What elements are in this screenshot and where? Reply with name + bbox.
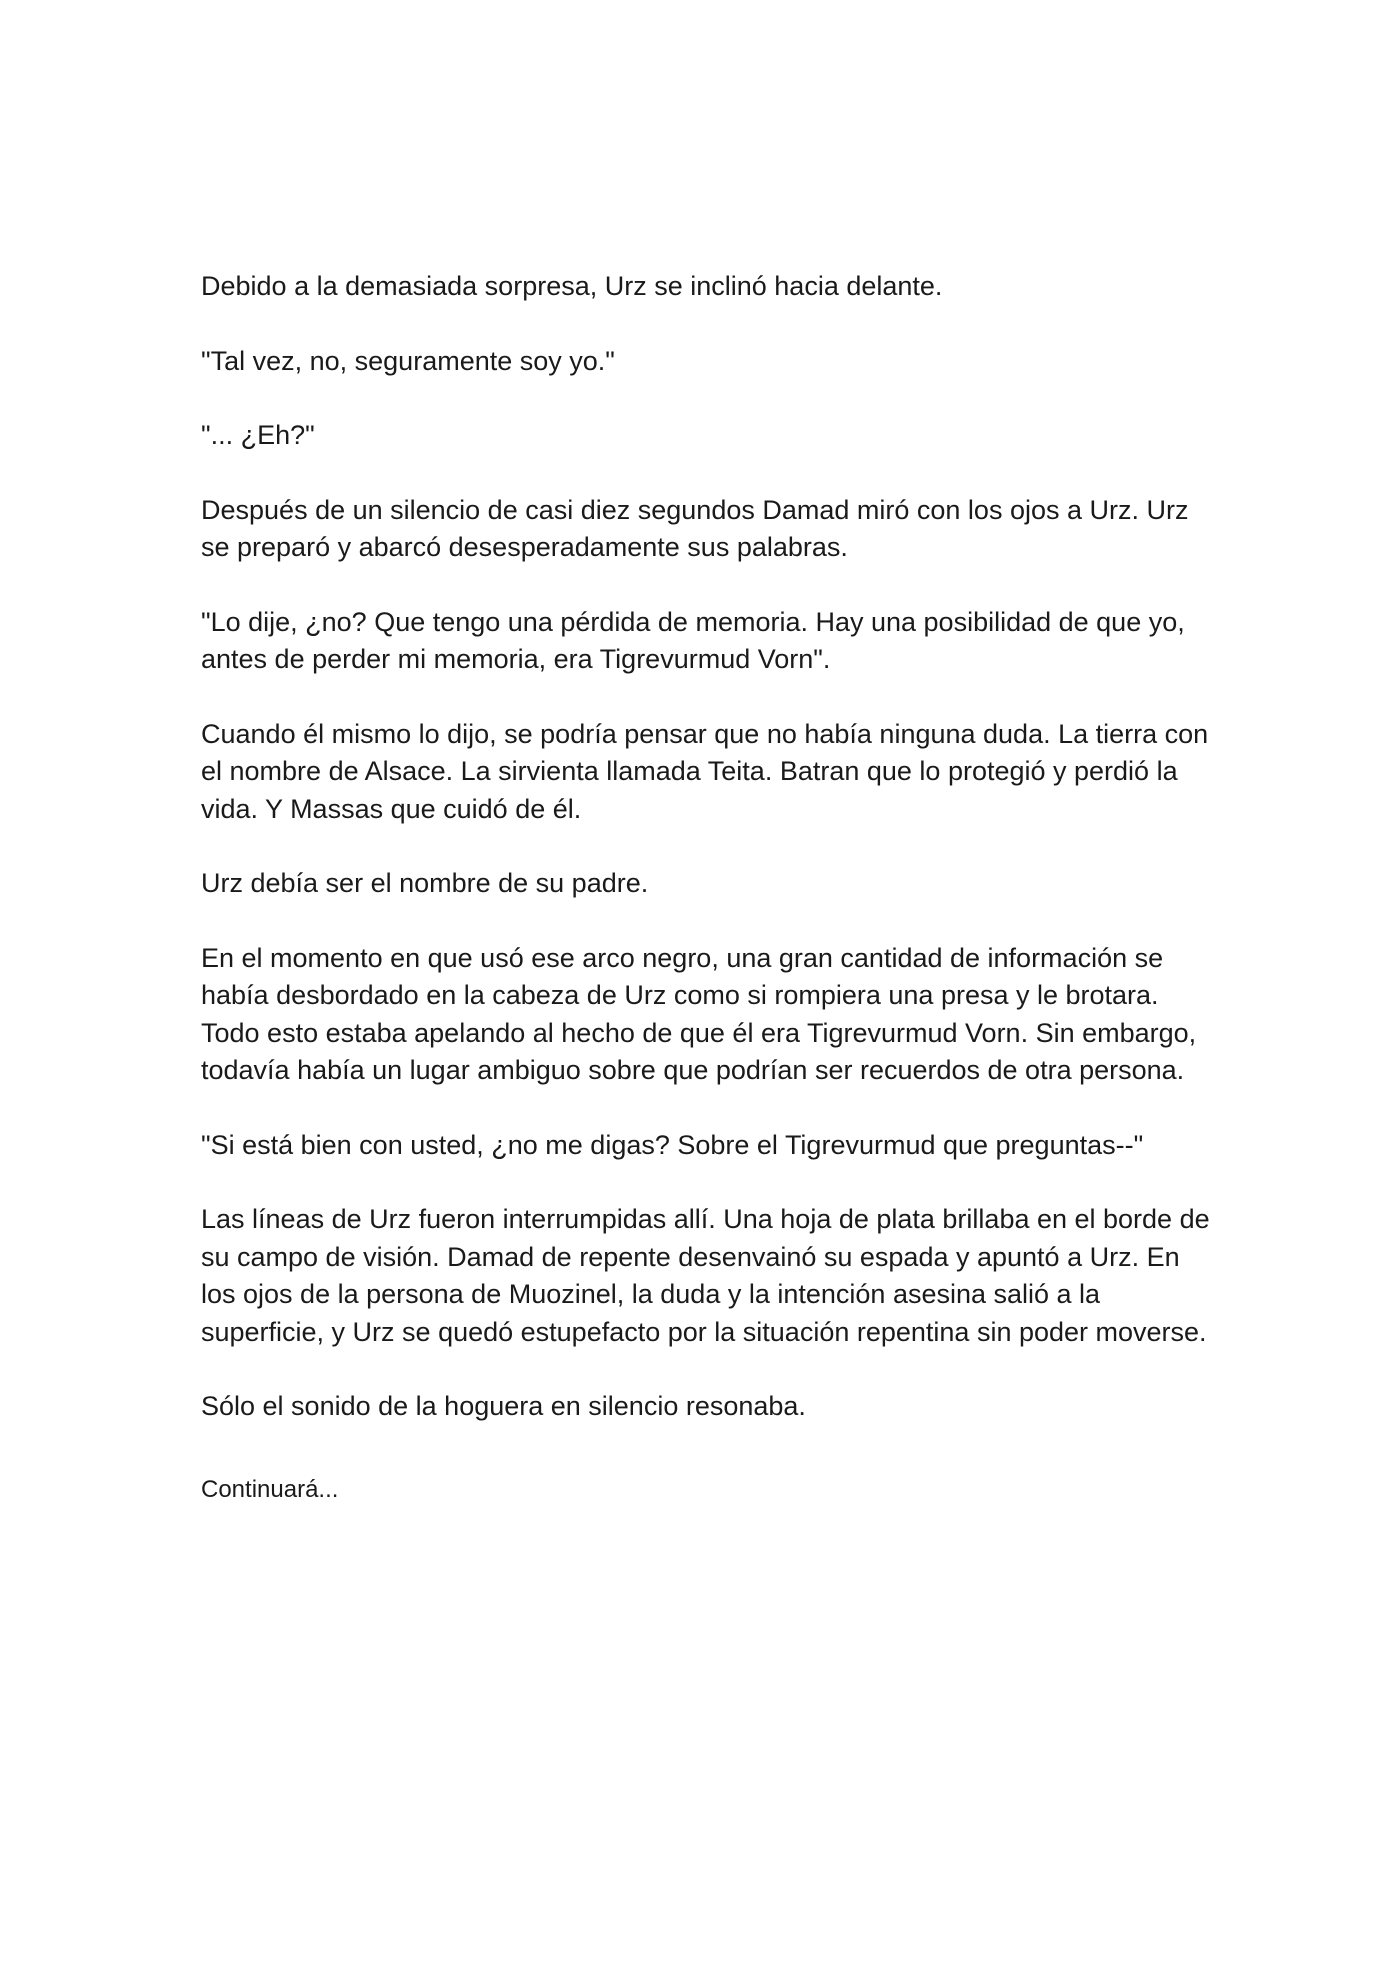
paragraph-2: "Tal vez, no, seguramente soy yo." <box>201 345 615 376</box>
paragraph-5: "Lo dije, ¿no? Que tengo una pérdida de memoria. Hay una posibilidad de que yo, antes de perder mi memoria, era Tigrevurmud Vorn". <box>201 606 1185 674</box>
paragraph-8: En el momento en que usó ese arco negro, una gran cantidad de información se había desbordado en la cabeza de Urz como si rompiera una presa y le brotara. Todo esto estaba apelando al hecho de que él era Tigrevurmud Vorn. Sin embargo, todavía había un lugar ambiguo sobre que podrían ser recuerdos de otra persona. <box>201 942 1197 1085</box>
story-text <box>201 268 1211 1530</box>
paragraph-1: Debido a la demasiada sorpresa, Urz se inclinó hacia delante. <box>201 271 943 301</box>
paragraph-11: Sólo el sonido de la hoguera en silencio resonaba. <box>201 1391 806 1421</box>
paragraph-6: Cuando él mismo lo dijo, se podría pensar que no había ninguna duda. La tierra con el nombre de Alsace. La sirvienta llamada Teita. Batran que lo protegió y perdió la vida. Y Massas que cuidó de él. <box>201 718 1209 824</box>
paragraph-7: Urz debía ser el nombre de su padre. <box>201 868 649 898</box>
paragraph-9: "Si está bien con usted, ¿no me digas? Sobre el Tigrevurmud que preguntas--" <box>201 1129 1144 1160</box>
paragraph-10: Las líneas de Urz fueron interrumpidas allí. Una hoja de plata brillaba en el borde de su campo de visión. Damad de repente desenvainó su espada y apuntó a Urz. En los ojos de la persona de Muozinel, la duda y la intención asesina salió a la superficie, y Urz se quedó estupefacto por la situación repentina sin poder moverse. <box>201 1204 1210 1347</box>
paragraph-4: Después de un silencio de casi diez segundos Damad miró con los ojos a Urz. Urz se preparó y abarcó desesperadamente sus palabras. <box>201 494 1189 562</box>
to-be-continued: Continuará... <box>201 1475 339 1503</box>
paragraph-3: "... ¿Eh?" <box>201 420 315 450</box>
